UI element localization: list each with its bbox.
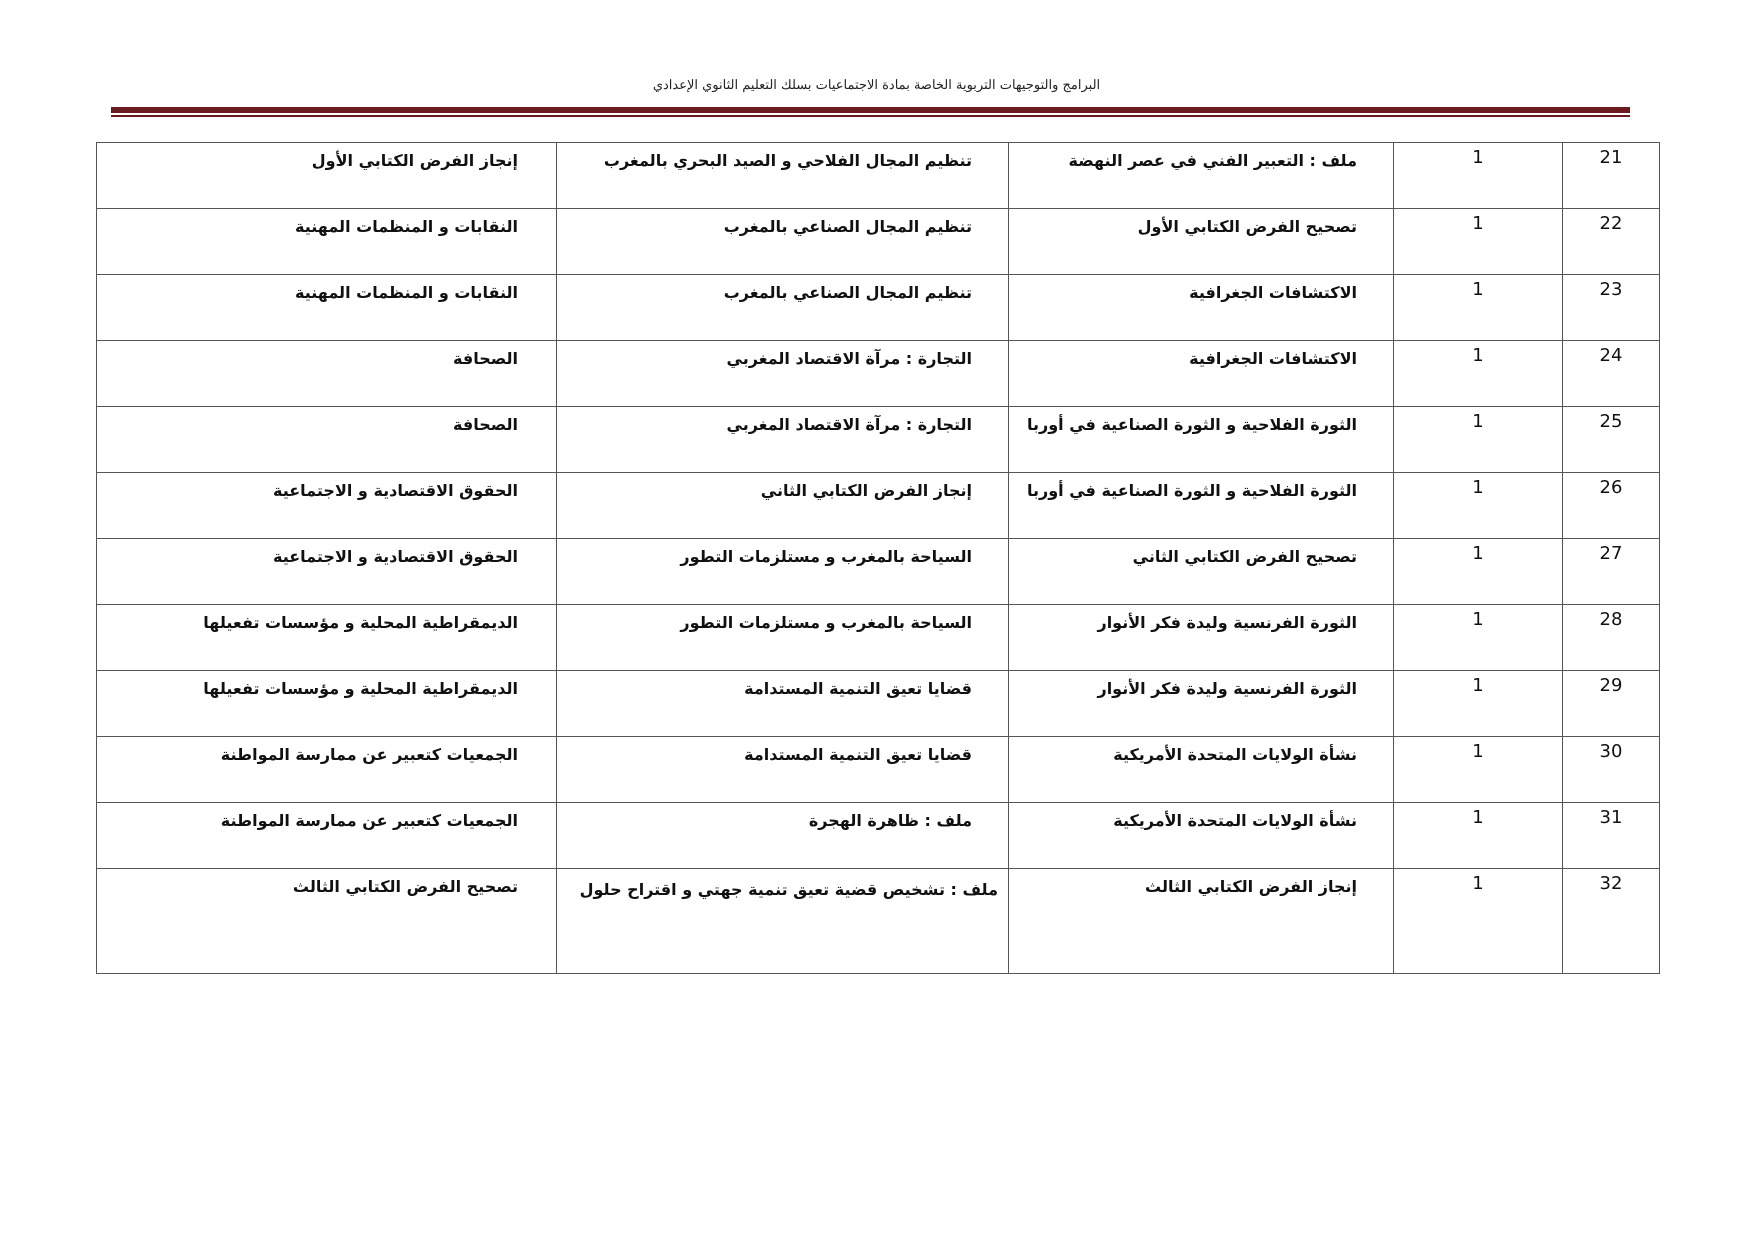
geography-lesson-cell-text: ملف : تشخيص قضية تعيق تنمية جهتي و اقتراح حلول xyxy=(579,880,998,899)
geography-lesson-cell xyxy=(557,869,1009,974)
history-lesson-cell-text: تصحيح الفرض الكتابي الثاني xyxy=(1132,547,1357,566)
header-rule-thin xyxy=(111,115,1630,117)
civics-lesson-cell xyxy=(97,737,557,803)
geography-lesson-cell-text: تنظيم المجال الفلاحي و الصيد البحري بالمغرب xyxy=(603,151,972,170)
week-number-cell-text: 24 xyxy=(1599,345,1623,366)
week-number-cell xyxy=(1563,539,1660,605)
history-lesson-cell xyxy=(1009,539,1394,605)
history-lesson-cell-text: نشأة الولايات المتحدة الأمريكية xyxy=(1113,811,1357,830)
civics-lesson-cell xyxy=(97,275,557,341)
history-lesson-cell xyxy=(1009,803,1394,869)
civics-lesson-cell-text: الديمقراطية المحلية و مؤسسات تفعيلها xyxy=(203,613,518,632)
week-number-cell xyxy=(1563,209,1660,275)
week-number-cell xyxy=(1563,143,1660,209)
hours-cell xyxy=(1394,473,1563,539)
week-number-cell xyxy=(1563,341,1660,407)
week-number-cell-text: 29 xyxy=(1599,675,1623,696)
table-row xyxy=(97,341,1660,407)
week-number-cell-text: 27 xyxy=(1599,543,1623,564)
hours-cell-text: 1 xyxy=(1472,609,1484,630)
week-number-cell-text: 32 xyxy=(1599,873,1623,894)
week-number-cell-text: 31 xyxy=(1599,807,1623,828)
table-row xyxy=(97,737,1660,803)
civics-lesson-cell-text: إنجاز الفرض الكتابي الأول xyxy=(311,151,518,170)
week-number-cell-text: 30 xyxy=(1599,741,1623,762)
geography-lesson-cell-text: تنظيم المجال الصناعي بالمغرب xyxy=(723,283,972,302)
hours-cell-text: 1 xyxy=(1472,477,1484,498)
week-number-cell-text: 21 xyxy=(1599,147,1623,168)
history-lesson-cell-text: إنجاز الفرض الكتابي الثالث xyxy=(1145,877,1357,896)
week-number-cell xyxy=(1563,737,1660,803)
hours-cell-text: 1 xyxy=(1472,213,1484,234)
hours-cell-text: 1 xyxy=(1472,411,1484,432)
week-number-cell-text: 23 xyxy=(1599,279,1623,300)
week-number-cell xyxy=(1563,407,1660,473)
hours-cell-text: 1 xyxy=(1472,543,1484,564)
civics-lesson-cell-text: الحقوق الاقتصادية و الاجتماعية xyxy=(273,547,518,566)
hours-cell-text: 1 xyxy=(1472,675,1484,696)
civics-lesson-cell xyxy=(97,143,557,209)
week-number-cell xyxy=(1563,275,1660,341)
civics-lesson-cell-text: تصحيح الفرض الكتابي الثالث xyxy=(292,877,518,896)
table-row xyxy=(97,143,1660,209)
history-lesson-cell xyxy=(1009,341,1394,407)
hours-cell-text: 1 xyxy=(1472,741,1484,762)
history-lesson-cell xyxy=(1009,671,1394,737)
civics-lesson-cell xyxy=(97,341,557,407)
geography-lesson-cell xyxy=(557,605,1009,671)
hours-cell xyxy=(1394,869,1563,974)
page-header-title: البرامج والتوجيهات التربوية الخاصة بمادة الاجتماعيات بسلك التعليم الثانوي الإعدادي xyxy=(652,78,1101,93)
history-lesson-cell xyxy=(1009,209,1394,275)
hours-cell-text: 1 xyxy=(1472,807,1484,828)
schedule-table-body xyxy=(97,143,1660,974)
history-lesson-cell xyxy=(1009,869,1394,974)
table-row xyxy=(97,209,1660,275)
table-row xyxy=(97,539,1660,605)
history-lesson-cell xyxy=(1009,407,1394,473)
week-number-cell xyxy=(1563,605,1660,671)
hours-cell xyxy=(1394,671,1563,737)
geography-lesson-cell xyxy=(557,143,1009,209)
history-lesson-cell xyxy=(1009,275,1394,341)
hours-cell xyxy=(1394,539,1563,605)
civics-lesson-cell-text: الصحافة xyxy=(453,349,518,368)
history-lesson-cell-text: تصحيح الفرض الكتابي الأول xyxy=(1137,217,1357,236)
geography-lesson-cell xyxy=(557,209,1009,275)
table-row xyxy=(97,803,1660,869)
geography-lesson-cell xyxy=(557,275,1009,341)
civics-lesson-cell-text: الجمعيات كتعبير عن ممارسة المواطنة xyxy=(220,811,518,830)
history-lesson-cell xyxy=(1009,473,1394,539)
geography-lesson-cell-text: قضايا تعيق التنمية المستدامة xyxy=(744,679,972,698)
civics-lesson-cell xyxy=(97,539,557,605)
history-lesson-cell-text: الثورة الفلاحية و الثورة الصناعية في أوربا xyxy=(1027,415,1357,434)
week-number-cell-text: 26 xyxy=(1599,477,1623,498)
hours-cell xyxy=(1394,341,1563,407)
schedule-table xyxy=(96,142,1660,974)
week-number-cell-text: 25 xyxy=(1599,411,1623,432)
history-lesson-cell-text: ملف : التعبير الفني في عصر النهضة xyxy=(1068,151,1357,170)
civics-lesson-cell-text: النقابات و المنظمات المهنية xyxy=(295,217,518,236)
geography-lesson-cell xyxy=(557,473,1009,539)
civics-lesson-cell xyxy=(97,671,557,737)
geography-lesson-cell-text: السياحة بالمغرب و مستلزمات التطور xyxy=(680,613,972,632)
geography-lesson-cell-text: إنجاز الفرض الكتابي الثاني xyxy=(760,481,972,500)
geography-lesson-cell xyxy=(557,803,1009,869)
geography-lesson-cell-text: التجارة : مرآة الاقتصاد المغربي xyxy=(726,415,972,434)
hours-cell xyxy=(1394,737,1563,803)
civics-lesson-cell-text: النقابات و المنظمات المهنية xyxy=(295,283,518,302)
geography-lesson-cell-text: تنظيم المجال الصناعي بالمغرب xyxy=(723,217,972,236)
hours-cell-text: 1 xyxy=(1472,279,1484,300)
geography-lesson-cell xyxy=(557,737,1009,803)
civics-lesson-cell xyxy=(97,803,557,869)
civics-lesson-cell xyxy=(97,869,557,974)
history-lesson-cell xyxy=(1009,605,1394,671)
hours-cell xyxy=(1394,803,1563,869)
table-row xyxy=(97,869,1660,974)
civics-lesson-cell-text: الجمعيات كتعبير عن ممارسة المواطنة xyxy=(220,745,518,764)
hours-cell xyxy=(1394,605,1563,671)
civics-lesson-cell xyxy=(97,407,557,473)
week-number-cell xyxy=(1563,803,1660,869)
geography-lesson-cell xyxy=(557,671,1009,737)
week-number-cell xyxy=(1563,473,1660,539)
civics-lesson-cell xyxy=(97,209,557,275)
history-lesson-cell-text: نشأة الولايات المتحدة الأمريكية xyxy=(1113,745,1357,764)
history-lesson-cell-text: الثورة الفلاحية و الثورة الصناعية في أوربا xyxy=(1027,481,1357,500)
civics-lesson-cell-text: الصحافة xyxy=(453,415,518,434)
table-row xyxy=(97,605,1660,671)
hours-cell xyxy=(1394,407,1563,473)
geography-lesson-cell-text: السياحة بالمغرب و مستلزمات التطور xyxy=(680,547,972,566)
hours-cell-text: 1 xyxy=(1472,147,1484,168)
civics-lesson-cell xyxy=(97,473,557,539)
civics-lesson-cell-text: الحقوق الاقتصادية و الاجتماعية xyxy=(273,481,518,500)
geography-lesson-cell-text: قضايا تعيق التنمية المستدامة xyxy=(744,745,972,764)
geography-lesson-cell-text: ملف : ظاهرة الهجرة xyxy=(808,811,972,830)
hours-cell xyxy=(1394,275,1563,341)
history-lesson-cell-text: الثورة الفرنسية وليدة فكر الأنوار xyxy=(1097,679,1357,698)
geography-lesson-cell xyxy=(557,539,1009,605)
week-number-cell-text: 22 xyxy=(1599,213,1623,234)
civics-lesson-cell-text: الديمقراطية المحلية و مؤسسات تفعيلها xyxy=(203,679,518,698)
header-rule-thick xyxy=(111,107,1630,113)
week-number-cell-text: 28 xyxy=(1599,609,1623,630)
geography-lesson-cell-text: التجارة : مرآة الاقتصاد المغربي xyxy=(726,349,972,368)
history-lesson-cell-text: الاكتشافات الجغرافية xyxy=(1189,283,1357,302)
table-row xyxy=(97,671,1660,737)
civics-lesson-cell xyxy=(97,605,557,671)
table-row xyxy=(97,275,1660,341)
history-lesson-cell xyxy=(1009,737,1394,803)
week-number-cell xyxy=(1563,671,1660,737)
geography-lesson-cell xyxy=(557,341,1009,407)
hours-cell xyxy=(1394,143,1563,209)
geography-lesson-cell xyxy=(557,407,1009,473)
hours-cell xyxy=(1394,209,1563,275)
table-row xyxy=(97,473,1660,539)
hours-cell-text: 1 xyxy=(1472,873,1484,894)
history-lesson-cell-text: الاكتشافات الجغرافية xyxy=(1189,349,1357,368)
week-number-cell xyxy=(1563,869,1660,974)
history-lesson-cell xyxy=(1009,143,1394,209)
hours-cell-text: 1 xyxy=(1472,345,1484,366)
history-lesson-cell-text: الثورة الفرنسية وليدة فكر الأنوار xyxy=(1097,613,1357,632)
table-row xyxy=(97,407,1660,473)
